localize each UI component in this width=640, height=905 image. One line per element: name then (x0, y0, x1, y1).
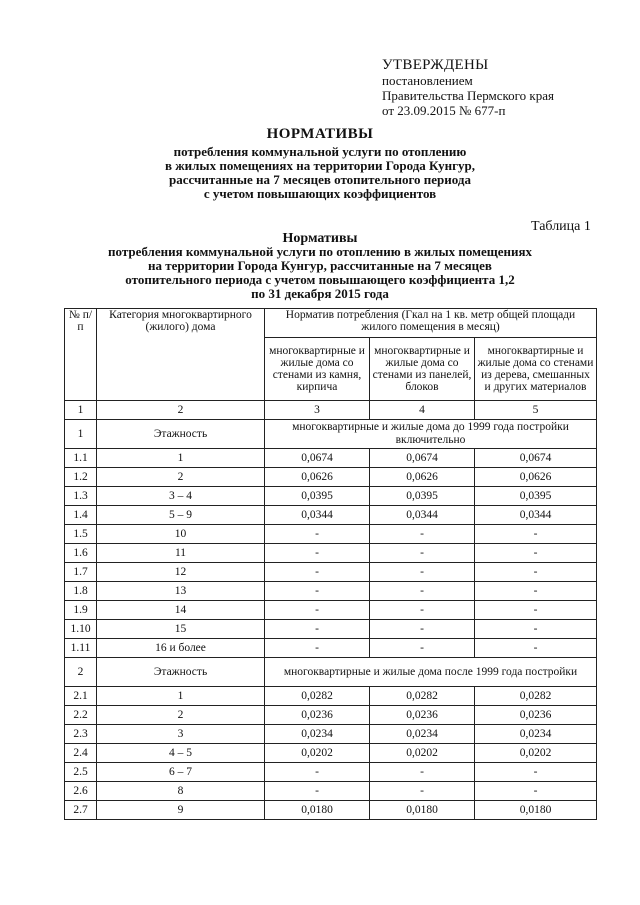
table-label: Таблица 1 (531, 219, 591, 234)
row-num: 1.6 (65, 544, 97, 563)
norm-value: - (475, 763, 597, 782)
document-subtitle (0, 145, 640, 201)
row-num: 2.2 (65, 706, 97, 725)
table-row (65, 763, 597, 782)
section-label: Этажность (97, 658, 265, 687)
norm-value: - (475, 525, 597, 544)
header-norm: Норматив потребления (Гкал на 1 кв. метр общей площади жилого помещения в месяц) (265, 309, 597, 338)
table-title: Нормативы (282, 231, 358, 246)
norm-value: - (265, 620, 370, 639)
approval-block (382, 58, 554, 118)
section-description: многоквартирные и жилые дома после 1999 года постройки (265, 658, 597, 687)
row-num: 1.4 (65, 506, 97, 525)
subtitle-line: отопительного периода с учетом повышающего коэффициента 1,2 (125, 272, 515, 287)
row-num: 2.1 (65, 687, 97, 706)
norm-value: - (475, 563, 597, 582)
subtitle-line: в жилых помещениях на территории Города Кунгур, (164, 158, 476, 173)
column-number-row (65, 401, 597, 420)
subtitle-line: на территории Города Кунгур, рассчитанные на 7 месяцев (148, 258, 492, 273)
row-category: 10 (97, 525, 265, 544)
column-number: 4 (370, 401, 475, 420)
norm-value: 0,0395 (475, 487, 597, 506)
section-description: многоквартирные и жилые дома до 1999 года постройки включительно (265, 420, 597, 449)
section-row (65, 420, 597, 449)
header-wood-mixed: многоквартирные и жилые дома со стенами из дерева, смешанных и других материалов (475, 338, 597, 401)
norm-value: 0,0202 (475, 744, 597, 763)
norm-value: - (475, 544, 597, 563)
document-title: НОРМАТИВЫ (266, 126, 374, 142)
norm-value: 0,0626 (265, 468, 370, 487)
row-num: 1.1 (65, 449, 97, 468)
norm-value: 0,0626 (370, 468, 475, 487)
row-category: 11 (97, 544, 265, 563)
row-category: 13 (97, 582, 265, 601)
row-num: 1.10 (65, 620, 97, 639)
row-num: 1.3 (65, 487, 97, 506)
norm-value: - (265, 763, 370, 782)
row-category: 6 – 7 (97, 763, 265, 782)
norm-value: 0,0282 (265, 687, 370, 706)
norm-value: - (475, 639, 597, 658)
row-num: 2.4 (65, 744, 97, 763)
header-category: Категория многоквартирного (жилого) дома (97, 309, 265, 401)
row-category: 9 (97, 801, 265, 820)
norm-value: - (370, 763, 475, 782)
row-category: 4 – 5 (97, 744, 265, 763)
norm-value: 0,0180 (265, 801, 370, 820)
norm-value: - (265, 563, 370, 582)
row-num: 2.5 (65, 763, 97, 782)
row-category: 2 (97, 706, 265, 725)
table-row (65, 687, 597, 706)
table-row (65, 563, 597, 582)
subtitle-line: с учетом повышающих коэффициентов (203, 186, 437, 201)
norm-value: 0,0344 (475, 506, 597, 525)
norm-value: - (475, 782, 597, 801)
header-panels-blocks: многоквартирные и жилые дома со стенами из панелей, блоков (370, 338, 475, 401)
table-row (65, 582, 597, 601)
row-category: 2 (97, 468, 265, 487)
table-row (65, 782, 597, 801)
norm-value: 0,0282 (475, 687, 597, 706)
norm-value: - (370, 620, 475, 639)
approval-line: постановлением (382, 73, 473, 88)
row-num: 1.11 (65, 639, 97, 658)
norm-value: 0,0395 (370, 487, 475, 506)
norm-value: - (265, 544, 370, 563)
norm-value: 0,0236 (475, 706, 597, 725)
row-num: 1.7 (65, 563, 97, 582)
norm-value: 0,0282 (370, 687, 475, 706)
row-category: 1 (97, 449, 265, 468)
norm-value: 0,0626 (475, 468, 597, 487)
norm-value: 0,0236 (370, 706, 475, 725)
approval-date: от 23.09.2015 № 677-п (382, 103, 506, 118)
row-num: 1.2 (65, 468, 97, 487)
row-category: 3 (97, 725, 265, 744)
subtitle-line: рассчитанные на 7 месяцев отопительного периода (169, 172, 471, 187)
row-num: 2.6 (65, 782, 97, 801)
norms-table-body (65, 309, 597, 820)
table-row (65, 544, 597, 563)
column-number: 1 (65, 401, 97, 420)
norm-value: - (265, 782, 370, 801)
norm-value: 0,0180 (475, 801, 597, 820)
approval-title: УТВЕРЖДЕНЫ (382, 57, 489, 73)
table-row (65, 801, 597, 820)
row-category: 8 (97, 782, 265, 801)
norm-value: 0,0234 (265, 725, 370, 744)
norm-value: 0,0236 (265, 706, 370, 725)
header-num: № п/п (65, 309, 97, 401)
norm-value: 0,0202 (370, 744, 475, 763)
row-category: 14 (97, 601, 265, 620)
row-num: 2.7 (65, 801, 97, 820)
table-subtitle (0, 245, 640, 301)
row-num: 1.8 (65, 582, 97, 601)
column-number: 2 (97, 401, 265, 420)
norm-value: 0,0234 (475, 725, 597, 744)
table-row (65, 468, 597, 487)
row-num: 2.3 (65, 725, 97, 744)
row-num: 1.9 (65, 601, 97, 620)
table-row (65, 744, 597, 763)
norm-value: - (370, 563, 475, 582)
subtitle-line: по 31 декабря 2015 года (251, 286, 389, 301)
norm-value: 0,0674 (370, 449, 475, 468)
norm-value: - (370, 782, 475, 801)
column-number: 5 (475, 401, 597, 420)
norm-value: 0,0344 (370, 506, 475, 525)
norm-value: - (475, 582, 597, 601)
table-row (65, 601, 597, 620)
section-row (65, 658, 597, 687)
row-category: 3 – 4 (97, 487, 265, 506)
norm-value: - (265, 525, 370, 544)
norm-value: - (265, 601, 370, 620)
norm-value: - (370, 582, 475, 601)
table-row (65, 525, 597, 544)
header-stone-brick: многоквартирные и жилые дома со стенами из камня, кирпича (265, 338, 370, 401)
approval-line: Правительства Пермского края (382, 88, 554, 103)
table-row (65, 487, 597, 506)
norm-value: - (475, 601, 597, 620)
norm-value: - (370, 601, 475, 620)
table-row (65, 620, 597, 639)
norm-value: - (370, 525, 475, 544)
norm-value: 0,0234 (370, 725, 475, 744)
row-num: 1.5 (65, 525, 97, 544)
table-row (65, 639, 597, 658)
section-num: 1 (65, 420, 97, 449)
row-category: 5 – 9 (97, 506, 265, 525)
subtitle-line: потребления коммунальной услуги по отоплению (173, 144, 467, 159)
table-row (65, 706, 597, 725)
norm-value: - (475, 620, 597, 639)
norm-value: - (265, 639, 370, 658)
norm-value: 0,0344 (265, 506, 370, 525)
table-row (65, 725, 597, 744)
column-number: 3 (265, 401, 370, 420)
table-row (65, 449, 597, 468)
row-category: 16 и более (97, 639, 265, 658)
norm-value: 0,0674 (265, 449, 370, 468)
norm-value: 0,0180 (370, 801, 475, 820)
norm-value: 0,0674 (475, 449, 597, 468)
row-category: 12 (97, 563, 265, 582)
row-category: 15 (97, 620, 265, 639)
table-header-row (65, 309, 597, 338)
section-num: 2 (65, 658, 97, 687)
norm-value: 0,0202 (265, 744, 370, 763)
row-category: 1 (97, 687, 265, 706)
norm-value: - (370, 639, 475, 658)
norm-value: - (370, 544, 475, 563)
norm-value: - (265, 582, 370, 601)
table-row (65, 506, 597, 525)
subtitle-line: потребления коммунальной услуги по отоплению в жилых помещениях (108, 244, 532, 259)
norm-value: 0,0395 (265, 487, 370, 506)
section-label: Этажность (97, 420, 265, 449)
norms-table (64, 308, 597, 820)
